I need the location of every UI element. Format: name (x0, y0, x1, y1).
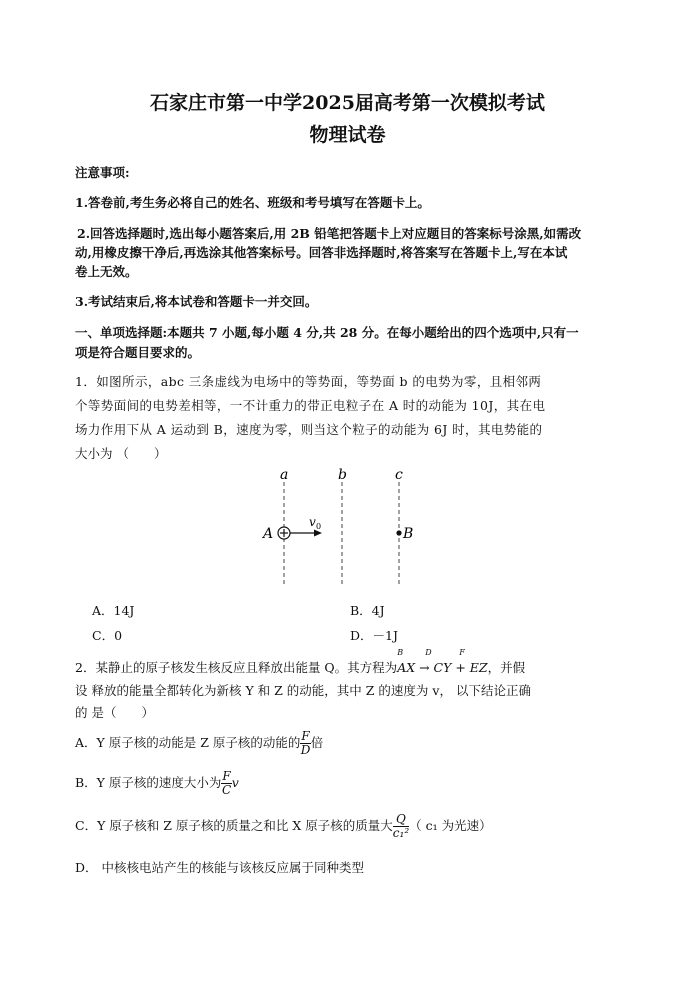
label-v0: v (309, 515, 316, 529)
label-c: c (395, 467, 403, 483)
frac-den: D (300, 743, 311, 757)
notice-item-3: 3.考试结束后,将本试卷和答题卡一并交回。 (75, 294, 318, 309)
q2-option-a-post: 倍 (310, 735, 324, 750)
q2-line-2: 设 释放的能量全都转化为新核 Y 和 Z 的动能，其中 Z 的速度为 v， 以下结论正确 (75, 683, 531, 698)
q1-line-4: 大小为 （ ） (75, 446, 167, 461)
frac-den: c₁² (392, 826, 410, 840)
q2-option-b (75, 770, 239, 797)
eq-sup-c: D (425, 648, 432, 657)
q2-option-b-text: B．Y 原子核的速度大小为 (75, 775, 222, 790)
label-A: A (263, 526, 274, 542)
q2-line-1 (75, 648, 526, 676)
frac-num: F (222, 769, 231, 783)
label-v0-sub: 0 (316, 522, 322, 531)
q2-option-c (75, 813, 492, 840)
q1-equipotential-figure (250, 460, 440, 590)
eq-sup-a: B (397, 648, 404, 657)
q2-equation (397, 648, 488, 675)
label-a: a (280, 467, 289, 483)
q1-line-2: 个等势面间的电势差相等，一不计重力的带正电粒子在 A 时的动能为 10J，其在电 (75, 398, 546, 413)
eq-sup-e: F (459, 648, 465, 657)
label-b: b (338, 467, 347, 483)
notice-item-1: 1.答卷前,考生务必将自己的姓名、班级和考号填写在答题卡上。 (75, 195, 430, 210)
frac-num: Q (393, 813, 409, 827)
q2-option-c-fraction (393, 813, 409, 840)
q2-option-d: D． 中核核电站产生的核能与该核反应属于同种类型 (75, 860, 364, 875)
q1-line-1: 1．如图所示，abc 三条虚线为电场中的等势面，等势面 b 的电势为零，且相邻两 (75, 374, 542, 389)
point-B (396, 530, 401, 535)
q2-option-b-fraction (221, 770, 231, 797)
q2-option-a-text: A．Y 原子核的动能是 Z 原子核的动能的 (75, 735, 301, 750)
eq-body: AX → CY + EZ (397, 660, 488, 675)
q1-option-a: A．14J (92, 603, 135, 618)
q2-option-a (75, 730, 323, 757)
q1-line-3: 场力作用下从 A 运动到 B，速度为零，则当这个粒子的动能为 6J 时，其电势能的 (75, 422, 543, 437)
notice-item-2-line-1: 2.回答选择题时,选出每小题答案后,用 2B 铅笔把答题卡上对应题目的答案标号涂黑,如需改 (77, 226, 582, 241)
q2-line-1-pre: 2．某静止的原子核发生核反应且释放出能量 Q。其方程为 (75, 660, 398, 675)
q2-option-c-text: C．Y 原子核和 Z 原子核的质量之和比 X 原子核的质量大 (75, 818, 393, 833)
notice-item-2-line-3: 卷上无效。 (75, 264, 138, 279)
section-1-line-2: 项是符合题目要求的。 (75, 345, 201, 360)
q1-option-c: C．0 (92, 628, 123, 643)
q1-option-b: B．4J (350, 603, 385, 618)
frac-den: C (221, 783, 232, 797)
q1-option-d: D．－1J (350, 628, 398, 643)
q2-line-1-post: ，并假 (487, 660, 526, 675)
q2-option-b-post: v (231, 775, 239, 790)
notice-item-2-line-2: 动,用橡皮擦干净后,再选涂其他答案标号。回答非选择题时,将答案写在答题卡上,写在本试 (75, 245, 568, 260)
notice-heading: 注意事项: (75, 165, 130, 180)
frac-num: F (301, 729, 310, 743)
q2-option-c-post: （ c₁ 为光速） (409, 818, 492, 833)
section-1-line-1: 一、单项选择题:本题共 7 小题,每小题 4 分,共 28 分。在每小题给出的四个选项中,只有一 (75, 325, 579, 340)
q2-option-a-fraction (300, 730, 310, 757)
q2-line-3: 的 是（ ） (75, 705, 154, 720)
label-B: B (403, 526, 414, 542)
exam-subtitle: 物理试卷 (309, 124, 386, 146)
exam-title: 石家庄市第一中学2025届高考第一次模拟考试 (150, 92, 545, 114)
